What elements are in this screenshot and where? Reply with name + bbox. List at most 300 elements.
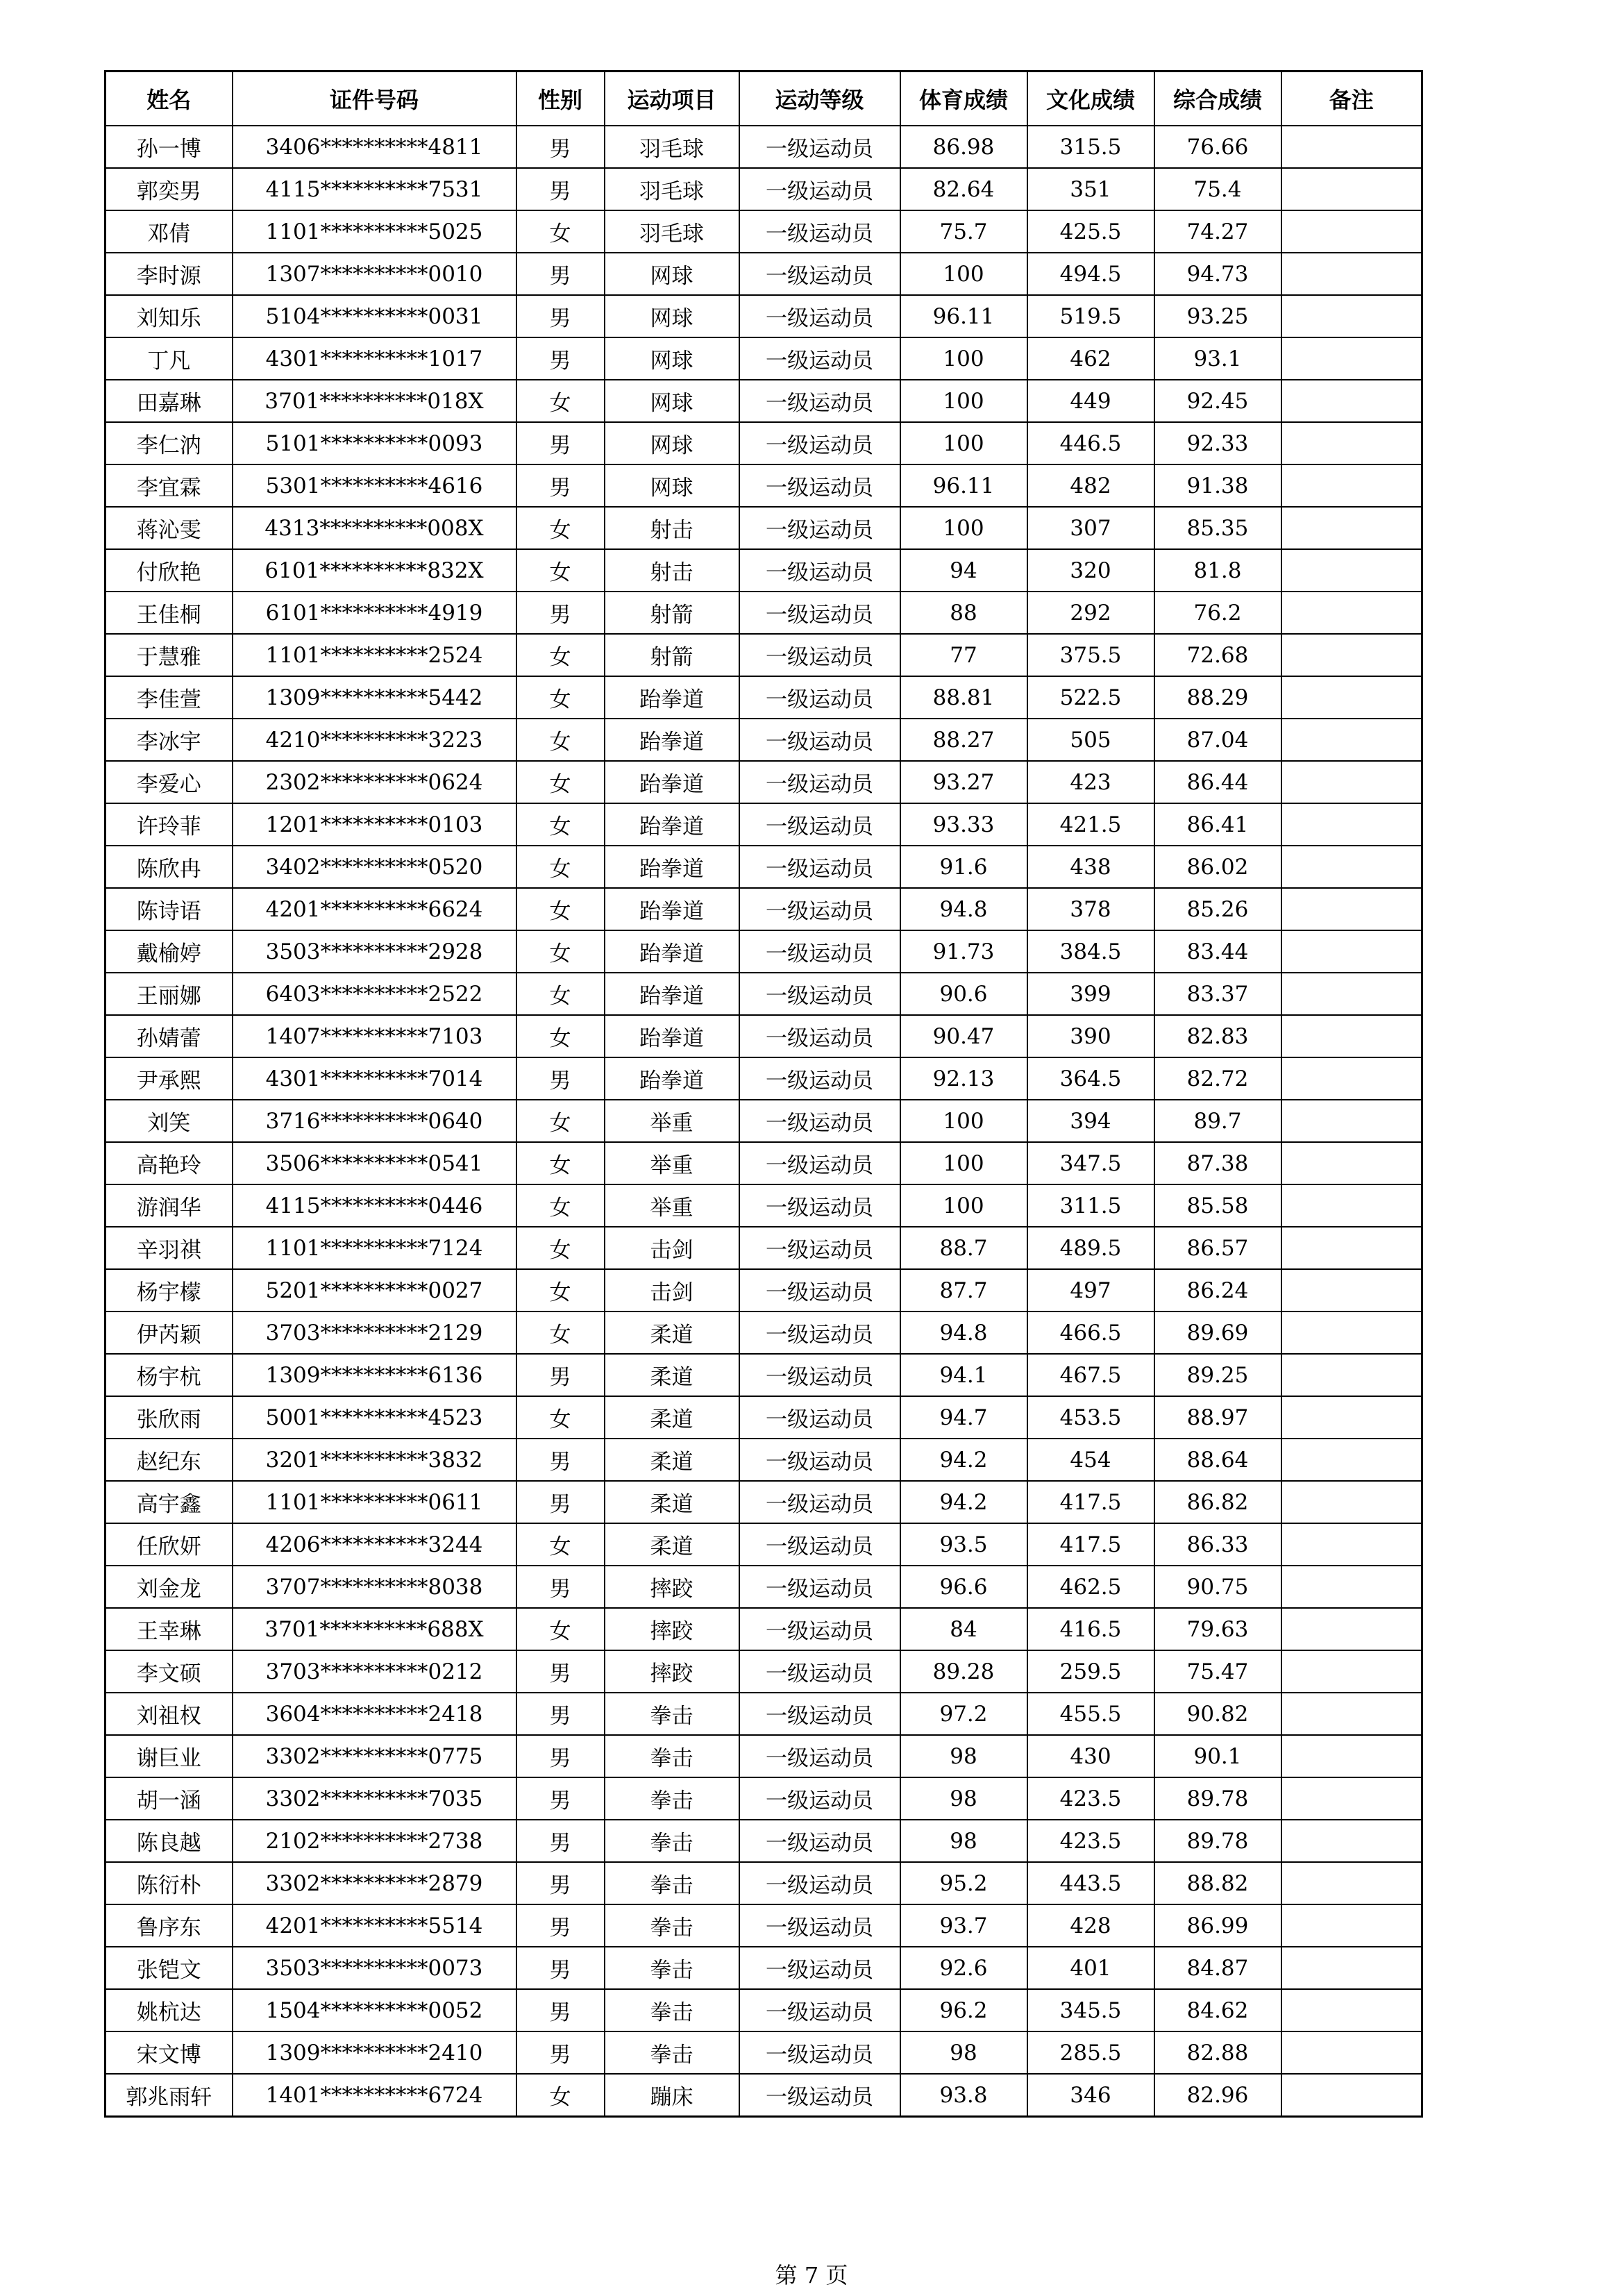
- gender-cell: 女: [516, 1227, 605, 1269]
- total-score-cell: 83.37: [1154, 973, 1281, 1015]
- remarks-cell: [1281, 1566, 1422, 1608]
- total-score-cell: 89.78: [1154, 1777, 1281, 1820]
- name-cell: 胡一涵: [106, 1777, 233, 1820]
- name-cell: 刘金龙: [106, 1566, 233, 1608]
- total-score-cell: 86.57: [1154, 1227, 1281, 1269]
- name-cell: 王丽娜: [106, 973, 233, 1015]
- name-cell: 辛羽祺: [106, 1227, 233, 1269]
- id-number-cell: 4301**********7014: [233, 1057, 516, 1100]
- name-cell: 于慧雅: [106, 634, 233, 676]
- total-score-cell: 85.26: [1154, 888, 1281, 930]
- gender-cell: 男: [516, 1057, 605, 1100]
- culture-score-cell: 375.5: [1027, 634, 1154, 676]
- header-sport: 运动项目: [605, 72, 739, 126]
- gender-cell: 女: [516, 973, 605, 1015]
- culture-score-cell: 425.5: [1027, 210, 1154, 253]
- remarks-cell: [1281, 549, 1422, 592]
- table-body: [106, 126, 1422, 2117]
- remarks-cell: [1281, 1777, 1422, 1820]
- sports-score-cell: 100: [900, 380, 1027, 422]
- culture-score-cell: 522.5: [1027, 676, 1154, 719]
- sport-cell: 拳击: [605, 1862, 739, 1904]
- culture-score-cell: 519.5: [1027, 295, 1154, 337]
- table-row: [106, 1862, 1422, 1904]
- culture-score-cell: 345.5: [1027, 1989, 1154, 2031]
- level-cell: 一级运动员: [739, 507, 900, 549]
- name-cell: 伊芮颖: [106, 1312, 233, 1354]
- total-score-cell: 86.44: [1154, 761, 1281, 803]
- total-score-cell: 86.99: [1154, 1904, 1281, 1947]
- table-row: [106, 1735, 1422, 1777]
- level-cell: 一级运动员: [739, 2074, 900, 2117]
- sport-cell: 射击: [605, 549, 739, 592]
- table-row: [106, 1439, 1422, 1481]
- remarks-cell: [1281, 1354, 1422, 1396]
- remarks-cell: [1281, 888, 1422, 930]
- id-number-cell: 1101**********0611: [233, 1481, 516, 1523]
- gender-cell: 女: [516, 1015, 605, 1057]
- total-score-cell: 90.1: [1154, 1735, 1281, 1777]
- sport-cell: 网球: [605, 253, 739, 295]
- table-row: [106, 634, 1422, 676]
- name-cell: 赵纪东: [106, 1439, 233, 1481]
- culture-score-cell: 347.5: [1027, 1142, 1154, 1184]
- sports-score-cell: 84: [900, 1608, 1027, 1650]
- name-cell: 高艳玲: [106, 1142, 233, 1184]
- culture-score-cell: 292: [1027, 592, 1154, 634]
- id-number-cell: 2102**********2738: [233, 1820, 516, 1862]
- level-cell: 一级运动员: [739, 2031, 900, 2074]
- remarks-cell: [1281, 803, 1422, 846]
- sports-score-cell: 75.7: [900, 210, 1027, 253]
- level-cell: 一级运动员: [739, 380, 900, 422]
- id-number-cell: 3406**********4811: [233, 126, 516, 168]
- table-row: [106, 253, 1422, 295]
- remarks-cell: [1281, 719, 1422, 761]
- header-culture-score: 文化成绩: [1027, 72, 1154, 126]
- table-row: [106, 2074, 1422, 2117]
- level-cell: 一级运动员: [739, 1396, 900, 1439]
- total-score-cell: 82.96: [1154, 2074, 1281, 2117]
- page-number: 第 7 页: [775, 2262, 848, 2288]
- remarks-cell: [1281, 1269, 1422, 1312]
- gender-cell: 男: [516, 1735, 605, 1777]
- total-score-cell: 92.33: [1154, 422, 1281, 464]
- id-number-cell: 6101**********832X: [233, 549, 516, 592]
- sport-cell: 网球: [605, 337, 739, 380]
- table-row: [106, 676, 1422, 719]
- level-cell: 一级运动员: [739, 1608, 900, 1650]
- name-cell: 付欣艳: [106, 549, 233, 592]
- level-cell: 一级运动员: [739, 253, 900, 295]
- level-cell: 一级运动员: [739, 1057, 900, 1100]
- name-cell: 张欣雨: [106, 1396, 233, 1439]
- sports-score-cell: 96.6: [900, 1566, 1027, 1608]
- sports-score-cell: 94.2: [900, 1439, 1027, 1481]
- sport-cell: 拳击: [605, 2031, 739, 2074]
- sports-score-cell: 93.33: [900, 803, 1027, 846]
- level-cell: 一级运动员: [739, 464, 900, 507]
- sport-cell: 网球: [605, 380, 739, 422]
- gender-cell: 女: [516, 719, 605, 761]
- id-number-cell: 3701**********688X: [233, 1608, 516, 1650]
- culture-score-cell: 399: [1027, 973, 1154, 1015]
- name-cell: 王幸琳: [106, 1608, 233, 1650]
- table-row: [106, 507, 1422, 549]
- remarks-cell: [1281, 592, 1422, 634]
- gender-cell: 男: [516, 1989, 605, 2031]
- sports-score-cell: 98: [900, 1735, 1027, 1777]
- total-score-cell: 82.72: [1154, 1057, 1281, 1100]
- culture-score-cell: 454: [1027, 1439, 1154, 1481]
- remarks-cell: [1281, 1862, 1422, 1904]
- sport-cell: 网球: [605, 422, 739, 464]
- culture-score-cell: 482: [1027, 464, 1154, 507]
- total-score-cell: 94.73: [1154, 253, 1281, 295]
- table-row: [106, 1904, 1422, 1947]
- culture-score-cell: 430: [1027, 1735, 1154, 1777]
- culture-score-cell: 423.5: [1027, 1777, 1154, 1820]
- remarks-cell: [1281, 1523, 1422, 1566]
- table-row: [106, 337, 1422, 380]
- culture-score-cell: 346: [1027, 2074, 1154, 2117]
- level-cell: 一级运动员: [739, 168, 900, 210]
- id-number-cell: 4115**********0446: [233, 1184, 516, 1227]
- total-score-cell: 74.27: [1154, 210, 1281, 253]
- table-row: [106, 1269, 1422, 1312]
- level-cell: 一级运动员: [739, 1100, 900, 1142]
- table-row: [106, 1184, 1422, 1227]
- remarks-cell: [1281, 1693, 1422, 1735]
- total-score-cell: 86.02: [1154, 846, 1281, 888]
- header-name: 姓名: [106, 72, 233, 126]
- remarks-cell: [1281, 507, 1422, 549]
- sport-cell: 柔道: [605, 1439, 739, 1481]
- culture-score-cell: 417.5: [1027, 1481, 1154, 1523]
- name-cell: 陈良越: [106, 1820, 233, 1862]
- level-cell: 一级运动员: [739, 719, 900, 761]
- id-number-cell: 1201**********0103: [233, 803, 516, 846]
- table-row: [106, 1650, 1422, 1693]
- total-score-cell: 84.62: [1154, 1989, 1281, 2031]
- level-cell: 一级运动员: [739, 592, 900, 634]
- athlete-score-table: [104, 70, 1423, 2118]
- sports-score-cell: 77: [900, 634, 1027, 676]
- level-cell: 一级运动员: [739, 888, 900, 930]
- name-cell: 戴榆婷: [106, 930, 233, 973]
- remarks-cell: [1281, 676, 1422, 719]
- level-cell: 一级运动员: [739, 1947, 900, 1989]
- table-row: [106, 973, 1422, 1015]
- sports-score-cell: 90.6: [900, 973, 1027, 1015]
- gender-cell: 女: [516, 930, 605, 973]
- id-number-cell: 3503**********2928: [233, 930, 516, 973]
- total-score-cell: 89.7: [1154, 1100, 1281, 1142]
- sports-score-cell: 100: [900, 1142, 1027, 1184]
- gender-cell: 女: [516, 634, 605, 676]
- sport-cell: 柔道: [605, 1354, 739, 1396]
- total-score-cell: 89.69: [1154, 1312, 1281, 1354]
- gender-cell: 男: [516, 1820, 605, 1862]
- level-cell: 一级运动员: [739, 1566, 900, 1608]
- culture-score-cell: 421.5: [1027, 803, 1154, 846]
- sports-score-cell: 93.5: [900, 1523, 1027, 1566]
- remarks-cell: [1281, 1184, 1422, 1227]
- id-number-cell: 6403**********2522: [233, 973, 516, 1015]
- remarks-cell: [1281, 1735, 1422, 1777]
- remarks-cell: [1281, 210, 1422, 253]
- sports-score-cell: 94.8: [900, 888, 1027, 930]
- level-cell: 一级运动员: [739, 337, 900, 380]
- level-cell: 一级运动员: [739, 1820, 900, 1862]
- sport-cell: 拳击: [605, 1820, 739, 1862]
- name-cell: 游润华: [106, 1184, 233, 1227]
- sports-score-cell: 87.7: [900, 1269, 1027, 1312]
- table-row: [106, 1481, 1422, 1523]
- id-number-cell: 1101**********2524: [233, 634, 516, 676]
- gender-cell: 男: [516, 2031, 605, 2074]
- level-cell: 一级运动员: [739, 1312, 900, 1354]
- sport-cell: 射箭: [605, 592, 739, 634]
- name-cell: 谢巨业: [106, 1735, 233, 1777]
- table-row: [106, 888, 1422, 930]
- level-cell: 一级运动员: [739, 1523, 900, 1566]
- sports-score-cell: 82.64: [900, 168, 1027, 210]
- name-cell: 李宜霖: [106, 464, 233, 507]
- remarks-cell: [1281, 126, 1422, 168]
- remarks-cell: [1281, 1820, 1422, 1862]
- gender-cell: 女: [516, 888, 605, 930]
- id-number-cell: 3506**********0541: [233, 1142, 516, 1184]
- total-score-cell: 86.41: [1154, 803, 1281, 846]
- sport-cell: 跆拳道: [605, 719, 739, 761]
- sport-cell: 跆拳道: [605, 803, 739, 846]
- culture-score-cell: 455.5: [1027, 1693, 1154, 1735]
- sport-cell: 举重: [605, 1184, 739, 1227]
- gender-cell: 女: [516, 380, 605, 422]
- name-cell: 鲁序东: [106, 1904, 233, 1947]
- sports-score-cell: 86.98: [900, 126, 1027, 168]
- culture-score-cell: 446.5: [1027, 422, 1154, 464]
- name-cell: 孙一博: [106, 126, 233, 168]
- total-score-cell: 75.4: [1154, 168, 1281, 210]
- total-score-cell: 89.25: [1154, 1354, 1281, 1396]
- id-number-cell: 1407**********7103: [233, 1015, 516, 1057]
- id-number-cell: 1309**********6136: [233, 1354, 516, 1396]
- level-cell: 一级运动员: [739, 210, 900, 253]
- table-row: [106, 1693, 1422, 1735]
- sport-cell: 羽毛球: [605, 168, 739, 210]
- header-remarks: 备注: [1281, 72, 1422, 126]
- total-score-cell: 76.66: [1154, 126, 1281, 168]
- level-cell: 一级运动员: [739, 422, 900, 464]
- total-score-cell: 86.82: [1154, 1481, 1281, 1523]
- sports-score-cell: 100: [900, 337, 1027, 380]
- sport-cell: 柔道: [605, 1481, 739, 1523]
- remarks-cell: [1281, 1439, 1422, 1481]
- sports-score-cell: 100: [900, 507, 1027, 549]
- sport-cell: 羽毛球: [605, 126, 739, 168]
- sports-score-cell: 93.8: [900, 2074, 1027, 2117]
- id-number-cell: 1309**********2410: [233, 2031, 516, 2074]
- id-number-cell: 1101**********5025: [233, 210, 516, 253]
- gender-cell: 男: [516, 295, 605, 337]
- id-number-cell: 4115**********7531: [233, 168, 516, 210]
- gender-cell: 女: [516, 507, 605, 549]
- id-number-cell: 1307**********0010: [233, 253, 516, 295]
- table-row: [106, 1566, 1422, 1608]
- name-cell: 刘知乐: [106, 295, 233, 337]
- gender-cell: 男: [516, 1354, 605, 1396]
- sport-cell: 拳击: [605, 1777, 739, 1820]
- culture-score-cell: 416.5: [1027, 1608, 1154, 1650]
- name-cell: 陈衍朴: [106, 1862, 233, 1904]
- id-number-cell: 1504**********0052: [233, 1989, 516, 2031]
- id-number-cell: 1401**********6724: [233, 2074, 516, 2117]
- name-cell: 孙婧蕾: [106, 1015, 233, 1057]
- culture-score-cell: 462.5: [1027, 1566, 1154, 1608]
- sports-score-cell: 90.47: [900, 1015, 1027, 1057]
- sports-score-cell: 94.1: [900, 1354, 1027, 1396]
- name-cell: 张铠文: [106, 1947, 233, 1989]
- header-gender: 性别: [516, 72, 605, 126]
- sports-score-cell: 93.27: [900, 761, 1027, 803]
- total-score-cell: 82.83: [1154, 1015, 1281, 1057]
- gender-cell: 女: [516, 1608, 605, 1650]
- sport-cell: 举重: [605, 1100, 739, 1142]
- sport-cell: 网球: [605, 295, 739, 337]
- remarks-cell: [1281, 1100, 1422, 1142]
- level-cell: 一级运动员: [739, 1481, 900, 1523]
- table-row: [106, 2031, 1422, 2074]
- id-number-cell: 3302**********0775: [233, 1735, 516, 1777]
- name-cell: 郭兆雨轩: [106, 2074, 233, 2117]
- table-row: [106, 803, 1422, 846]
- sports-score-cell: 98: [900, 1820, 1027, 1862]
- remarks-cell: [1281, 1015, 1422, 1057]
- culture-score-cell: 497: [1027, 1269, 1154, 1312]
- gender-cell: 女: [516, 1269, 605, 1312]
- total-score-cell: 90.75: [1154, 1566, 1281, 1608]
- sport-cell: 跆拳道: [605, 930, 739, 973]
- sport-cell: 击剑: [605, 1269, 739, 1312]
- total-score-cell: 82.88: [1154, 2031, 1281, 2074]
- gender-cell: 男: [516, 337, 605, 380]
- gender-cell: 女: [516, 2074, 605, 2117]
- table-header-row: [106, 72, 1422, 126]
- level-cell: 一级运动员: [739, 295, 900, 337]
- total-score-cell: 89.78: [1154, 1820, 1281, 1862]
- sport-cell: 拳击: [605, 1989, 739, 2031]
- sports-score-cell: 97.2: [900, 1693, 1027, 1735]
- name-cell: 刘祖权: [106, 1693, 233, 1735]
- remarks-cell: [1281, 930, 1422, 973]
- sport-cell: 跆拳道: [605, 676, 739, 719]
- id-number-cell: 2302**********0624: [233, 761, 516, 803]
- table-row: [106, 1947, 1422, 1989]
- level-cell: 一级运动员: [739, 1735, 900, 1777]
- name-cell: 李爱心: [106, 761, 233, 803]
- remarks-cell: [1281, 464, 1422, 507]
- sport-cell: 射击: [605, 507, 739, 549]
- culture-score-cell: 285.5: [1027, 2031, 1154, 2074]
- remarks-cell: [1281, 1396, 1422, 1439]
- level-cell: 一级运动员: [739, 973, 900, 1015]
- culture-score-cell: 384.5: [1027, 930, 1154, 973]
- culture-score-cell: 466.5: [1027, 1312, 1154, 1354]
- id-number-cell: 3201**********3832: [233, 1439, 516, 1481]
- id-number-cell: 5101**********0093: [233, 422, 516, 464]
- culture-score-cell: 505: [1027, 719, 1154, 761]
- id-number-cell: 4206**********3244: [233, 1523, 516, 1566]
- table-row: [106, 1100, 1422, 1142]
- name-cell: 宋文博: [106, 2031, 233, 2074]
- culture-score-cell: 364.5: [1027, 1057, 1154, 1100]
- sports-score-cell: 96.11: [900, 295, 1027, 337]
- id-number-cell: 5301**********4616: [233, 464, 516, 507]
- table-row: [106, 1989, 1422, 2031]
- level-cell: 一级运动员: [739, 1354, 900, 1396]
- total-score-cell: 88.29: [1154, 676, 1281, 719]
- table-row: [106, 761, 1422, 803]
- sport-cell: 摔跤: [605, 1608, 739, 1650]
- name-cell: 邓倩: [106, 210, 233, 253]
- culture-score-cell: 307: [1027, 507, 1154, 549]
- gender-cell: 女: [516, 803, 605, 846]
- sports-score-cell: 100: [900, 1184, 1027, 1227]
- name-cell: 杨宇杭: [106, 1354, 233, 1396]
- culture-score-cell: 489.5: [1027, 1227, 1154, 1269]
- sports-score-cell: 100: [900, 1100, 1027, 1142]
- table-row: [106, 719, 1422, 761]
- sports-score-cell: 91.6: [900, 846, 1027, 888]
- remarks-cell: [1281, 2031, 1422, 2074]
- culture-score-cell: 351: [1027, 168, 1154, 210]
- gender-cell: 男: [516, 422, 605, 464]
- sports-score-cell: 96.2: [900, 1989, 1027, 2031]
- culture-score-cell: 462: [1027, 337, 1154, 380]
- remarks-cell: [1281, 168, 1422, 210]
- level-cell: 一级运动员: [739, 1015, 900, 1057]
- table-row: [106, 1227, 1422, 1269]
- name-cell: 田嘉琳: [106, 380, 233, 422]
- id-number-cell: 3703**********0212: [233, 1650, 516, 1693]
- name-cell: 任欣妍: [106, 1523, 233, 1566]
- sports-score-cell: 98: [900, 2031, 1027, 2074]
- total-score-cell: 88.64: [1154, 1439, 1281, 1481]
- id-number-cell: 4201**********6624: [233, 888, 516, 930]
- sport-cell: 羽毛球: [605, 210, 739, 253]
- header-level: 运动等级: [739, 72, 900, 126]
- table-row: [106, 380, 1422, 422]
- level-cell: 一级运动员: [739, 1777, 900, 1820]
- table-row: [106, 1142, 1422, 1184]
- level-cell: 一级运动员: [739, 549, 900, 592]
- sport-cell: 跆拳道: [605, 761, 739, 803]
- id-number-cell: 5001**********4523: [233, 1396, 516, 1439]
- id-number-cell: 3716**********0640: [233, 1100, 516, 1142]
- remarks-cell: [1281, 380, 1422, 422]
- sport-cell: 跆拳道: [605, 973, 739, 1015]
- header-sports-score: 体育成绩: [900, 72, 1027, 126]
- gender-cell: 女: [516, 761, 605, 803]
- total-score-cell: 76.2: [1154, 592, 1281, 634]
- sport-cell: 拳击: [605, 1904, 739, 1947]
- sport-cell: 拳击: [605, 1947, 739, 1989]
- sports-score-cell: 88: [900, 592, 1027, 634]
- sport-cell: 摔跤: [605, 1566, 739, 1608]
- table-row: [106, 1523, 1422, 1566]
